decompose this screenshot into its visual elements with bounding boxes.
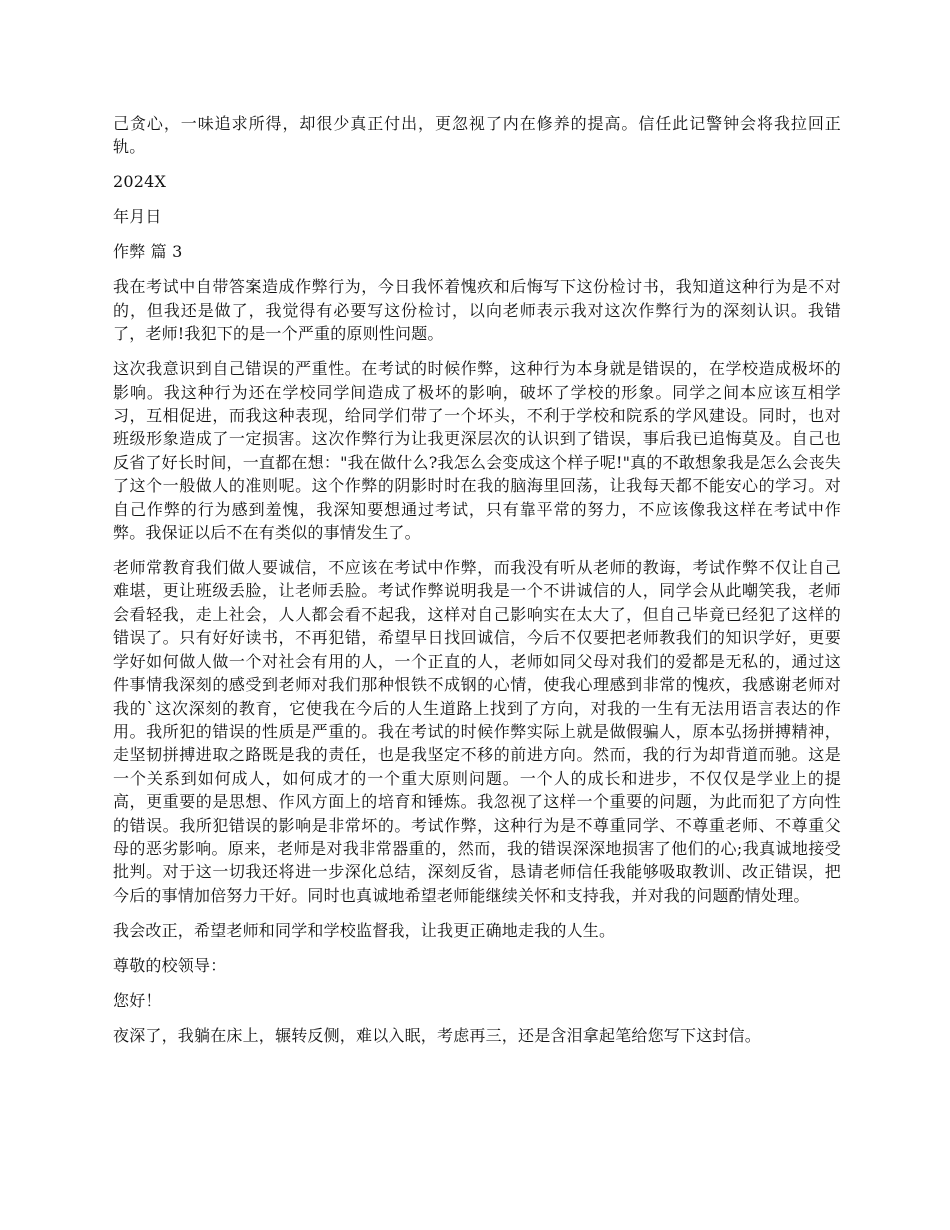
paragraph-realization: 这次我意识到自己错误的严重性。在考试的时候作弊，这种行为本身就是错误的，在学校造成极坏的影响。我这种行为还在学校同学间造成了极坏的影响，破坏了学校的形象。同学之间本应该互相学习，互相促进，而我这种表现，给同学们带了一个坏头，不利于学校和院系的学风建设。同时，也对班级形象造成了一定损害。这次作弊行为让我更深层次的认识到了错误，事后我已追悔莫及。自己也反省了好长时间，一直都在想："我在做什么?我怎么会变成这个样子呢!"真的不敢想象我是怎么会丧失了这个一般做人的准则呢。这个作弊的阴影时时在我的脑海里回荡，让我每天都不能安心的学习。对自己作弊的行为感到羞愧，我深知要想通过考试，只有靠平常的努力，不应该像我这样在考试中作弊。我保证以后不在有类似的事情发生了。 xyxy=(113,359,841,543)
paragraph-promise: 我会改正，希望老师和同学和学校监督我，让我更正确地走我的人生。 xyxy=(113,920,616,940)
paragraph-confession: 我在考试中自带答案造成作弊行为，今日我怀着愧疚和后悔写下这份检讨书，我知道这种行为是不对的，但我还是做了，我觉得有必要写这份检讨，以向老师表示我对这次作弊行为的深刻认识。我错了，老师!我犯下的是一个严重的原则性问题。 xyxy=(113,277,841,344)
letter-salutation: 尊敬的校领导： xyxy=(113,955,227,975)
paragraph-intro-continuation: 己贪心，一味追求所得，却很少真正付出，更忽视了内在修养的提高。信任此记警钟会将我拉回正轨。 xyxy=(113,114,841,157)
paragraph-year: 2024X xyxy=(113,172,167,192)
paragraph-date: 年月日 xyxy=(113,207,162,227)
section-heading: 作弊 篇 3 xyxy=(113,242,183,262)
paragraph-reflection: 老师常教育我们做人要诚信，不应该在考试中作弊，而我没有听从老师的教诲，考试作弊不仅让自己难堪，更让班级丢脸，让老师丢脸。考试作弊说明我是一个不讲诚信的人，同学会从此嘲笑我，老师会看轻我，走上社会，人人都会看不起我，这样对自己影响实在太大了，但自己毕竟已经犯了这样的错误了。只有好好读书，不再犯错，希望早日找回诚信，今后不仅要把老师教我们的知识学好，更要学好如何做人做一个对社会有用的人，一个正直的人，老师如同父母对我们的爱都是无私的，通过这件事情我深刻的感受到老师对我们那种恨铁不成钢的心情，使我心理感到非常的愧疚，我感谢老师对我的`这次深刻的教育，它使我在今后的人生道路上找到了方向，对我的一生有无法用语言表达的作用。我所犯的错误的性质是严重的。我在考试的时候作弊实际上就是做假骗人，原本弘扬拼搏精神，走坚韧拼搏进取之路既是我的责任，也是我坚定不移的前进方向。然而，我的行为却背道而驰。这是一个关系到如何成人，如何成才的一个重大原则问题。一个人的成长和进步，不仅仅是学业上的提高，更重要的是思想、作风方面上的培育和锤炼。我忽视了这样一个重要的问题，为此而犯了方向性的错误。我所犯错误的影响是非常坏的。考试作弊，这种行为是不尊重同学、不尊重老师、不尊重父母的恶劣影响。原来，老师是对我非常器重的，然而，我的错误深深地损害了他们的心;我真诚地接受批判。对于这一切我还将进一步深化总结，深刻反省，恳请老师信任我能够吸取教训、改正错误，把今后的事情加倍努力干好。同时也真诚地希望老师能继续关怀和支持我，并对我的问题酌情处理。 xyxy=(113,558,841,905)
letter-greeting: 您好！ xyxy=(113,990,162,1010)
letter-opening: 夜深了，我躺在床上，辗转反侧，难以入眠，考虑再三，还是含泪拿起笔给您写下这封信。 xyxy=(113,1025,762,1045)
document-body xyxy=(113,112,841,1059)
